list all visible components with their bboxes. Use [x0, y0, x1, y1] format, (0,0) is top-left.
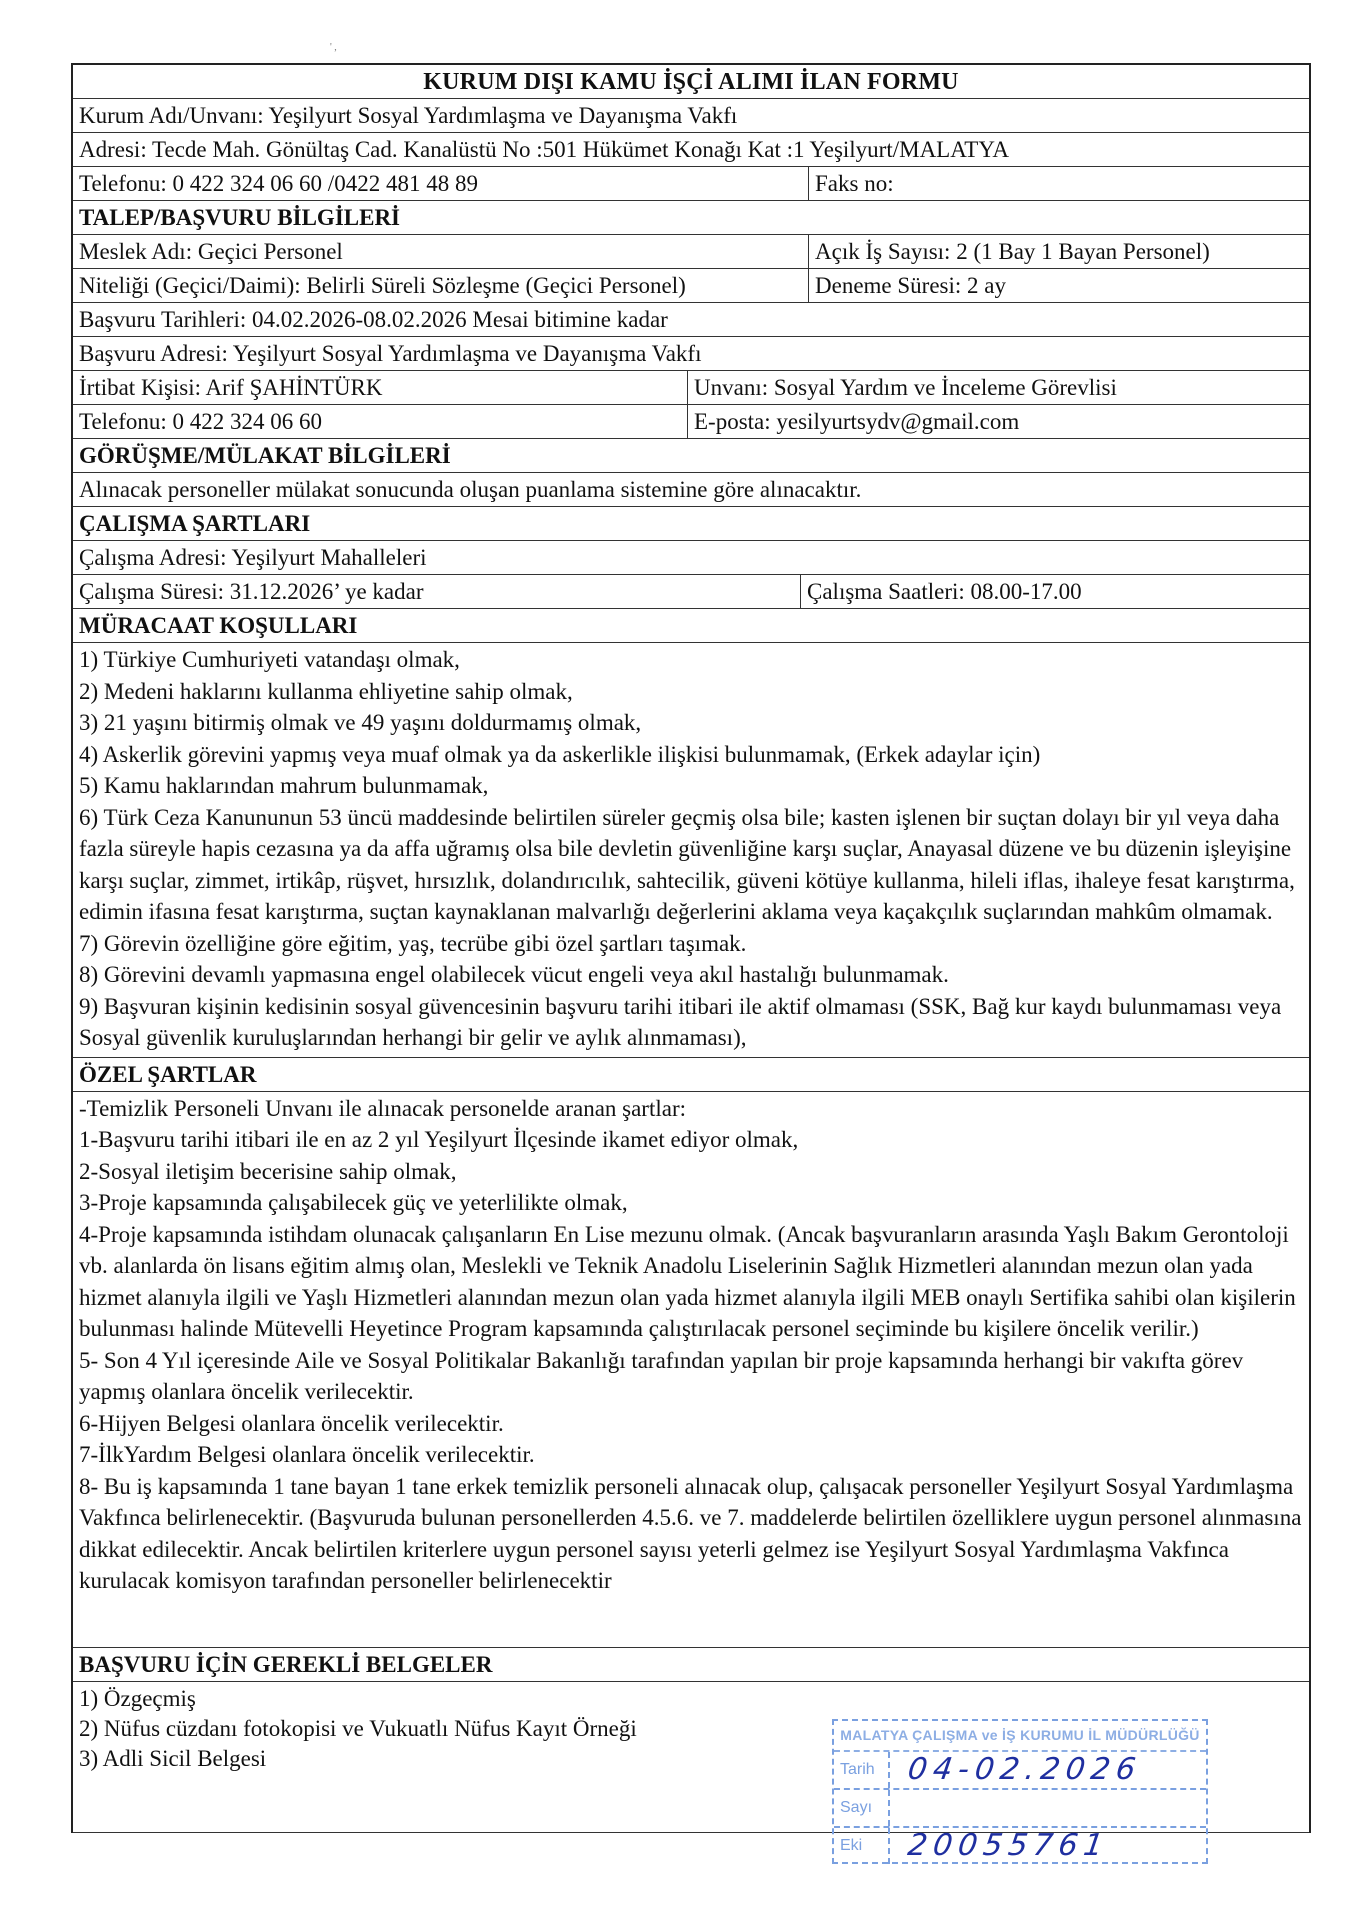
institution-phone: Telefonu: 0 422 324 06 60 /0422 481 48 89 [79, 171, 478, 196]
receipt-stamp [832, 1719, 1208, 1864]
contact-person: İrtibat Kişisi: Arif ŞAHİNTÜRK [79, 375, 383, 400]
document-item: 2) Nüfus cüzdanı fotokopisi ve Vukuatlı Nüfus Kayıt Örneği [79, 1715, 637, 1741]
section-heading-application-info: TALEP/BAŞVURU BİLGİLERİ [79, 205, 401, 230]
condition-item: 4) Askerlik görevini yapmış veya muaf olmak ya da askerlikle ilişkisi bulunmamak, (Erkek adaylar için) [79, 741, 1041, 767]
stamp-attachment-value: 20055761 [905, 1828, 1112, 1863]
special-condition-item: 8- Bu iş kapsamında 1 tane bayan 1 tane erkek temizlik personeli alınacak olup, çalışacak personeller Yeşilyurt Sosyal Yardımlaşma Vakfınca belirlenecektir. (Başvuruda bulunan personellerden 4.5.6. ve 7. maddelerde belirtilen özelliklere uygun personel alınmasına dikkat edilecektir. Ancak belirtilen kriterlere uygun personel sayısı yeterli gelmez ise Yeşilyurt Sosyal Yardımlaşma Vakfınca kurulacak komisyon tarafından personeller belirlenecektir [79, 1473, 1302, 1593]
application-conditions-list [73, 643, 1309, 1057]
application-conditions-heading-row [73, 609, 1309, 643]
work-duration: Çalışma Süresi: 31.12.2026’ ye kadar [79, 579, 424, 604]
special-condition-item: 6-Hijyen Belgesi olanlara öncelik verilecektir. [79, 1410, 504, 1436]
special-condition-item: -Temizlik Personeli Unvanı ile alınacak personelde aranan şartlar: [79, 1095, 687, 1121]
form-title: KURUM DIŞI KAMU İŞÇİ ALIMI İLAN FORMU [423, 69, 959, 95]
phone-fax-row [73, 167, 1309, 201]
job-nature: Niteliği (Geçici/Daimi): Belirli Süreli Sözleşme (Geçici Personel) [79, 273, 686, 298]
form-table [71, 63, 1311, 1833]
institution-fax: Faks no: [808, 167, 1309, 200]
section-heading-special-conditions: ÖZEL ŞARTLAR [79, 1061, 257, 1087]
open-positions: Açık İş Sayısı: 2 (1 Bay 1 Bayan Personel) [808, 235, 1309, 268]
special-conditions-list-row [73, 1092, 1309, 1648]
section-heading-work-conditions: ÇALIŞMA ŞARTLARI [79, 511, 311, 536]
stamp-date-label: Tarih [834, 1752, 890, 1788]
special-condition-item: 4-Proje kapsamında istihdam olunacak çalışanların En Lise mezunu olmak. (Ancak başvuranların arasında Yaşlı Bakım Gerontoloji vb. alanlarda ön lisans eğitim almış olan, Meslekli ve Teknik Anadolu Liselerinin Sağlık Hizmetleri alanından mezun olan yada hizmet alanıyla ilgili ve Yaşlı Hizmetleri alanından mezun olan yada hizmet alanıyla ilgili MEB onaylı Sertifika sahibi olan kişilerin bulunması halinde Mütevelli Heyetince Program kapsamında çalıştırılacak personel seçiminde bu kişilere öncelik verilir.) [79, 1221, 1296, 1341]
document-item: 3) Adli Sicil Belgesi [79, 1745, 267, 1771]
application-dates: Başvuru Tarihleri: 04.02.2026-08.02.2026 Mesai bitimine kadar [79, 307, 668, 332]
work-conditions-heading-row [73, 507, 1309, 541]
special-condition-item: 2-Sosyal iletişim becerisine sahip olmak, [79, 1158, 457, 1184]
stamp-date-row [834, 1752, 1206, 1790]
occupation-row [73, 235, 1309, 269]
condition-item: 1) Türkiye Cumhuriyeti vatandaşı olmak, [79, 647, 460, 672]
stamp-number-value [887, 1790, 1208, 1826]
stamp-header: MALATYA ÇALIŞMA ve İŞ KURUMU İL MÜDÜRLÜĞÜ [834, 1721, 1206, 1752]
special-conditions-heading-row [73, 1058, 1309, 1092]
special-condition-item: 5- Son 4 Yıl içeresinde Aile ve Sosyal Politikalar Bakanlığı tarafından yapılan bir proje kapsamında herhangi bir vakıfta görev yapmış olanlara öncelik verilecektir. [79, 1347, 1244, 1404]
contact-title: Unvanı: Sosyal Yardım ve İnceleme Görevlisi [687, 371, 1309, 404]
application-info-heading-row [73, 201, 1309, 235]
work-hours: Çalışma Saatleri: 08.00-17.00 [800, 575, 1309, 608]
institution-address: Adresi: Tecde Mah. Gönültaş Cad. Kanalüstü No :501 Hükümet Konağı Kat :1 Yeşilyurt/MALATYA [79, 137, 1010, 162]
required-documents-heading-row [73, 1648, 1309, 1682]
interview-text-row [73, 473, 1309, 507]
stamp-attachment-label: Eki [834, 1828, 890, 1864]
work-address-row [73, 541, 1309, 575]
contact-phone-row [73, 405, 1309, 439]
contact-phone: Telefonu: 0 422 324 06 60 [79, 409, 323, 434]
section-heading-required-documents: BAŞVURU İÇİN GEREKLİ BELGELER [79, 1651, 493, 1677]
section-heading-application-conditions: MÜRACAAT KOŞULLARI [79, 613, 358, 638]
special-condition-item: 3-Proje kapsamında çalışabilecek güç ve yeterlilikte olmak, [79, 1190, 628, 1215]
application-dates-row [73, 303, 1309, 337]
document-item: 1) Özgeçmiş [79, 1685, 196, 1711]
scan-specks: ' , [330, 42, 337, 53]
condition-item: 8) Görevini devamlı yapmasına engel olabilecek vücut engeli veya akıl hastalığı bulunmamak. [79, 962, 949, 987]
institution-row [73, 99, 1309, 133]
condition-item: 6) Türk Ceza Kanununun 53 üncü maddesinde belirtilen süreler geçmiş olsa bile; kasten işlenen bir suçtan dolayı bir yıl veya daha fazla süreyle hapis cezasına ya da affa uğramış olsa bile devletin güvenliğine karşı suçlar, Anayasal düzene ve bu düzenin işleyişine karşı suçlar, zimmet, irtikâp, rüşvet, hırsızlık, dolandırıcılık, sahtecilik, güveni kötüye kullanma, hileli iflas, ihaleye fesat karıştırma, edimin ifasına fesat karıştırma, suçtan kaynaklanan malvarlığı değerlerini aklama veya kaçakçılık suçlarından mahkûm olmamak. [79, 804, 1295, 924]
interview-text: Alınacak personeller mülakat sonucunda oluşan puanlama sistemine göre alınacaktır. [79, 477, 862, 502]
application-address: Başvuru Adresi: Yeşilyurt Sosyal Yardımlaşma ve Dayanışma Vakfı [79, 341, 702, 366]
special-conditions-list [73, 1092, 1309, 1647]
special-condition-item: 1-Başvuru tarihi itibari ile en az 2 yıl Yeşilyurt İlçesinde ikamet ediyor olmak, [79, 1127, 799, 1152]
special-condition-item: 7-İlkYardım Belgesi olanlara öncelik verilecektir. [79, 1442, 535, 1467]
contact-person-row [73, 371, 1309, 405]
stamp-number-row [834, 1790, 1206, 1828]
stamp-attachment-row [834, 1828, 1206, 1864]
address-row [73, 133, 1309, 167]
application-address-row [73, 337, 1309, 371]
work-duration-row [73, 575, 1309, 609]
condition-item: 9) Başvuran kişinin kedisinin sosyal güvencesinin başvuru tarihi itibari ile aktif olmaması (SSK, Bağ kur kaydı bulunmaması veya Sosyal güvenlik kuruluşlarından herhangi bir gelir ve aylık alınmaması), [79, 993, 1282, 1050]
condition-item: 7) Görevin özelliğine göre eğitim, yaş, tecrübe gibi özel şartları taşımak. [79, 930, 747, 956]
required-documents-list [73, 1682, 643, 1832]
section-heading-interview: GÖRÜŞME/MÜLAKAT BİLGİLERİ [79, 443, 451, 468]
condition-item: 2) Medeni haklarını kullanma ehliyetine sahip olmak, [79, 678, 573, 704]
interview-heading-row [73, 439, 1309, 473]
job-posting-form [71, 63, 1311, 1833]
institution-name: Kurum Adı/Unvanı: Yeşilyurt Sosyal Yardımlaşma ve Dayanışma Vakfı [79, 103, 738, 128]
condition-item: 5) Kamu haklarından mahrum bulunmamak, [79, 773, 489, 798]
stamp-date-value: 04-02.2026 [905, 1752, 1144, 1787]
condition-item: 3) 21 yaşını bitirmiş olmak ve 49 yaşını doldurmamış olmak, [79, 710, 642, 735]
form-title-row [73, 65, 1309, 99]
stamp-number-label: Sayı [834, 1790, 890, 1826]
contact-email: E-posta: yesilyurtsydv@gmail.com [687, 405, 1309, 438]
trial-period: Deneme Süresi: 2 ay [808, 269, 1309, 302]
occupation-name: Meslek Adı: Geçici Personel [79, 239, 343, 264]
nature-row [73, 269, 1309, 303]
application-conditions-list-row [73, 643, 1309, 1058]
work-address: Çalışma Adresi: Yeşilyurt Mahalleleri [79, 545, 427, 570]
